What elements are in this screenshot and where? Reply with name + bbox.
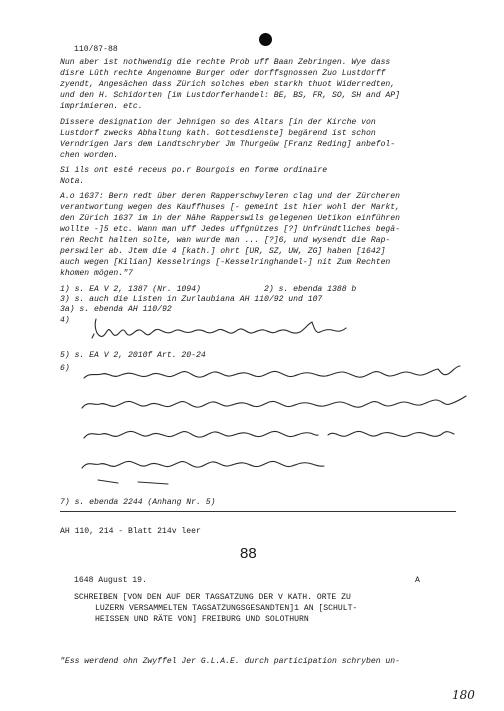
- text-line: auch wegen [Kilian] Kesselrings [-Kesselringhandel-] nit Zum Rechten: [60, 258, 391, 267]
- separator-rule: [60, 511, 456, 512]
- heading-line: LUZERN VERSAMMELTEN TAGSATZUNGSGESANDTEN]1 AN [SCHULT-: [95, 604, 358, 613]
- handwriting-excerpt: [90, 316, 350, 344]
- footnote-7: 7) s. ebenda 2244 (Anhang Nr. 5): [60, 498, 216, 507]
- text-line: Si ils ont esté receus po.r Bourgois en forme ordinaire: [60, 166, 328, 175]
- punch-hole: [259, 33, 272, 46]
- handwriting-passage: [78, 360, 478, 498]
- text-line: imprimieren. etc.: [60, 102, 143, 111]
- text-line: Nun aber ist nothwendig die rechte Prob uff Baan Zebringen. Wye dass: [60, 58, 391, 67]
- text-line: den Zürich 1637 im in der Nähe Rapperswils gelegenen Uetikon einführen: [60, 214, 400, 223]
- footnote-3a: 3a) s. ebenda AH 110/92: [60, 305, 172, 314]
- footnote-4: 4): [60, 316, 70, 325]
- text-line: chen worden.: [60, 151, 119, 160]
- page-mark: 180: [452, 688, 475, 702]
- footnote-6: 6): [60, 364, 70, 373]
- footnote-3: 3) s. auch die Listen in Zurlaubiana AH 110/92 und 107: [60, 295, 323, 304]
- version-letter: A: [415, 576, 420, 585]
- heading-line: HEISSEN UND RÄTE VON] FREIBURG UND SOLOTHURN: [95, 615, 309, 624]
- document-number: 88: [240, 545, 257, 562]
- footnote-1: 1) s. EA V 2, 1387 (Nr. 1094): [60, 285, 201, 294]
- text-line: disre Lüth rechte Angenomne Burger oder dorffsgnossen Zuo Lustdorff: [60, 69, 386, 78]
- footnote-2: 2) s. ebenda 1388 b: [264, 285, 357, 294]
- text-line: khomen mögen."7: [60, 269, 133, 278]
- text-line: ren Recht halten solte, wan wurde man ... [?]6, und wysendt die Rap-: [60, 236, 391, 245]
- text-line: und den H. Schidorten [im Lustdorferhandel: BE, BS, FR, SO, SH and AP]: [60, 91, 400, 100]
- text-line: perswiler ab. Jtem die 4 [kath.] ohrt [UR, SZ, UW, ZG] haben [1642]: [60, 247, 386, 256]
- document-date: 1648 August 19.: [74, 576, 147, 585]
- text-line: verantwortung wegen des Kauffhuses [- gemeint ist hier wohl der Markt,: [60, 203, 400, 212]
- page-reference: 110/87-88: [74, 45, 118, 54]
- text-line: A.o 1637: Bern redt über deren Rapperschwyleren clag und der Zürcheren: [60, 192, 400, 201]
- text-line: wollte -]5 etc. Wann man uff Jedes uffgnützes [?] Unfründtliches begä-: [60, 225, 400, 234]
- text-line: Lustdorf zwecks Abhaltung kath. Gottesdienste] begärend ist schon: [60, 129, 376, 138]
- blatt-line: AH 110, 214 - Blatt 214v leer: [60, 527, 201, 536]
- quote-start: "Ess werdend ohn Zwyffel Jer G.L.A.E. durch participation schryben un-: [60, 657, 400, 666]
- footnote-5: 5) s. EA V 2, 2010f Art. 20-24: [60, 351, 206, 360]
- text-line: Verndrigen Jars dem Landtschryber Jm Thurgeüw [Franz Reding] anbefol-: [60, 140, 396, 149]
- text-line: Dissere designation der Jehnigen so des Altars [in der Kirche von: [60, 118, 376, 127]
- text-line: Nota.: [60, 177, 85, 186]
- heading-line: SCHREIBEN [VON DEN AUF DER TAGSATZUNG DER V KATH. ORTE ZU: [74, 593, 351, 602]
- text-line: zyendt, Angesächen dass Zürich solches eben starkh thuot Widerredten,: [60, 80, 396, 89]
